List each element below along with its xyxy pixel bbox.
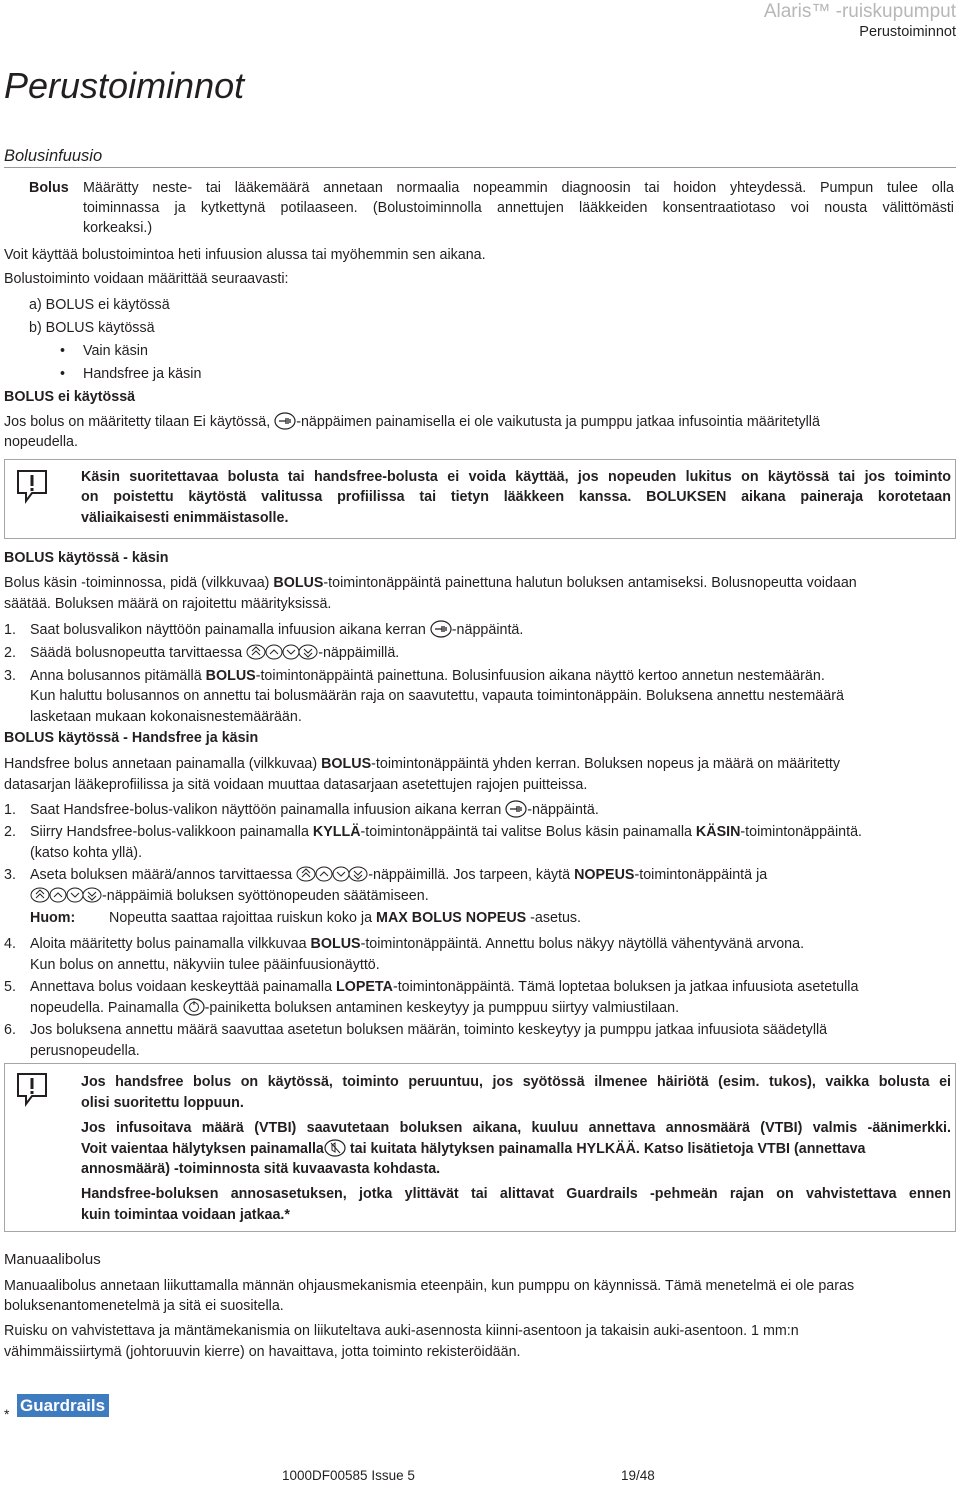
step-text — [30, 934, 952, 954]
footer-issue: 1000DF00585 Issue 5 — [282, 1468, 415, 1483]
bold-text: KÄSIN — [695, 824, 741, 840]
warning-icon — [15, 468, 49, 510]
text: tai kuitata hälytyksen painamalla HYLKÄÄ. Katso lisätietoja VTBI (annettava — [345, 1141, 866, 1157]
disabled-text-line2: nopeudella. — [4, 434, 78, 450]
step-text-line3: lasketaan mukaan kokonaisnestemäärään. — [30, 709, 302, 725]
step-number: 2. — [4, 645, 16, 661]
bold-text: MAX BOLUS NOPEUS — [376, 910, 527, 926]
bold-text: BOLUS — [321, 756, 372, 772]
text: -näppäintä. — [527, 802, 599, 818]
text: -toimintonäppäintä painettuna. Bolusinfuusion aikana näyttö kertoo annetun nestemäärän. — [255, 668, 825, 684]
step-text — [30, 977, 952, 997]
step-text-line2: perusnopeudella. — [30, 1043, 140, 1059]
text: Saat bolusvalikon näyttöön painamalla infuusion aikana kerran — [30, 622, 426, 638]
text: Siirry Handsfree-bolus-valikkoon painamalla — [30, 824, 313, 840]
step-text — [30, 666, 952, 686]
bold-text: NOPEUS — [574, 867, 635, 883]
text: Handsfree bolus annetaan painamalla (vilkkuvaa) — [4, 756, 322, 772]
manual-para — [4, 573, 952, 593]
text: -asetus. — [526, 910, 582, 926]
intro-text-1: Voit käyttää bolustoimintoa heti infuusion alussa tai myöhemmin sen aikana. — [4, 247, 486, 263]
text: -toimintonäppäintä. — [740, 824, 863, 840]
step-text — [30, 643, 952, 667]
warning-2-p2-line3: annosmäärä) -toiminnosta sitä kuvaavasta kohdasta. — [81, 1161, 441, 1177]
section-title: Bolusinfuusio — [4, 147, 103, 165]
bold-text: BOLUS — [205, 668, 256, 684]
text: Voit vaientaa hälytyksen painamalla — [81, 1141, 324, 1157]
manual-bolus-p1-line1: Manuaalibolus annetaan liikuttamalla männän ohjausmekanismia eteenpäin, kun pumppu on käynnissä. Tämä menetelmä ei ole paras — [4, 1278, 855, 1294]
warning-2-p2-line1: Jos infusoitava määrä (VTBI) saavutetaan boluksen aikana, kuuluu annettava annosmäärä (VTBI) valmis -äänimerkki. — [81, 1120, 951, 1136]
bolus-def-line2: toiminnassa ja kytkettynä potilaaseen. (Bolustoiminnolla annettujen lääkkeiden konsentraatiotaso voi nousta välittömästi — [83, 200, 954, 216]
text: Nopeutta saattaa rajoittaa ruiskun koko ja — [109, 910, 377, 926]
step-text — [30, 620, 952, 644]
text: Säädä bolusnopeutta tarvittaessa — [30, 645, 243, 661]
step-text: Jos boluksena annettu määrä saavuttaa asetetun boluksen määrän, toiminto keskeytyy ja pumppu jatkaa infuusiota säädetyllä — [30, 1022, 828, 1038]
header-product: Alaris™ -ruiskupumput — [763, 1, 956, 22]
text: -näppäintä. — [451, 622, 524, 638]
step-text-line2: (katso kohta yllä). — [30, 845, 143, 861]
warning-2-p1-line2: olisi suoritettu loppuun. — [81, 1095, 244, 1111]
disabled-text-a: Jos bolus on määritetty tilaan Ei käytössä, — [4, 414, 271, 430]
bold-text: BOLUS — [310, 936, 361, 952]
text: -näppäimiä boluksen syöttönopeuden säätämiseen. — [102, 888, 429, 904]
manual-bolus-p2-line2: vähimmäissiirtymä (johtoruuvin kierre) on havaittava, jotta toiminto rekisteröidään. — [4, 1344, 521, 1360]
handsfree-heading: BOLUS käytössä - Handsfree ja käsin — [4, 730, 259, 746]
step-text-line2: Kun bolus on annettu, näkyviin tulee pääinfuusionäyttö. — [30, 957, 380, 973]
footer-page-number: 19/48 — [621, 1468, 655, 1483]
bullet: • — [60, 343, 66, 359]
text: -painiketta boluksen antaminen keskeytyy ja pumppuu siirtyy valmiustilaan. — [204, 1000, 680, 1016]
manual-para-line2: säätää. Boluksen määrä on rajoitettu määrityksissä. — [4, 596, 332, 612]
option-a: a) BOLUS ei käytössä — [29, 297, 170, 313]
step-number: 4. — [4, 936, 16, 952]
text: -näppäimillä. — [318, 645, 400, 661]
bolus-key-icon — [430, 620, 452, 644]
handsfree-para — [4, 754, 952, 774]
bolus-key-icon — [505, 800, 527, 824]
step-number: 3. — [4, 668, 16, 684]
note-label: Huom: — [30, 910, 76, 926]
step-number: 3. — [4, 867, 16, 883]
text: Saat Handsfree-bolus-valikon näyttöön painamalla infuusion aikana kerran — [30, 802, 502, 818]
up-down-arrows-icon — [30, 886, 102, 910]
step-text-line2 — [30, 998, 952, 1022]
warning-1-line1: Käsin suoritettavaa bolusta tai handsfree-bolusta ei voida käyttää, jos nopeuden lukitus on käytössä tai jos toiminto — [81, 469, 951, 485]
sub-option-label: Handsfree ja käsin — [83, 366, 202, 382]
warning-2-p1-line1: Jos handsfree bolus on käytössä, toiminto peruuntuu, jos syötössä ilmenee häiriötä (esim. tukos), vaikka bolusta ei — [81, 1074, 951, 1090]
text: nopeudella. Painamalla — [30, 1000, 179, 1016]
bold-text: BOLUS — [273, 575, 324, 591]
step-text-line2: Kun haluttu bolusannos on annettu tai bolusmäärän raja on saavutettu, vapauta toimintonäppäin. Boluksena annettu nestemäärä — [30, 688, 844, 704]
up-down-arrows-icon — [246, 643, 318, 667]
sub-option-label: Vain käsin — [83, 343, 148, 359]
text: Aloita määritetty bolus painamalla vilkkuvaa — [30, 936, 311, 952]
bolus-term: Bolus — [29, 180, 69, 196]
step-number: 5. — [4, 979, 16, 995]
bolus-def-line3: korkeaksi.) — [83, 220, 153, 236]
bolus-def-line1: Määrätty neste- tai lääkemäärä annetaan normaalia nopeammin diagnoosin tai hoidon yhteydessä. Pumpun tulee olla — [83, 180, 954, 196]
text: -toimintonäppäintä painettuna halutun boluksen antamiseksi. Bolusnopeutta voidaan — [323, 575, 857, 591]
step-number: 6. — [4, 1022, 16, 1038]
step-text-line2 — [30, 886, 952, 910]
manual-bolus-heading: Manuaalibolus — [4, 1251, 101, 1268]
step-number: 2. — [4, 824, 16, 840]
warning-box-1 — [4, 459, 956, 539]
bullet: • — [60, 366, 66, 382]
stop-key-icon — [183, 998, 205, 1022]
warning-box-2 — [4, 1063, 956, 1232]
disabled-text-b: -näppäimen painamisella ei ole vaikutusta ja pumppu jatkaa infusointia määritetyllä — [296, 414, 820, 430]
guardrails-logo: Guardrails — [17, 1394, 109, 1417]
header-section: Perustoiminnot — [859, 24, 956, 40]
warning-icon — [15, 1071, 49, 1113]
warning-2-p3-line1: Handsfree-boluksen annosasetuksen, jotka ylittävät tai alittavat Guardrails -pehmeän rajan on vahvistettava ennen — [81, 1186, 951, 1202]
step-number: 1. — [4, 802, 16, 818]
warning-2-p3-line2: kuin toimintaa voidaan jatkaa.* — [81, 1207, 290, 1223]
manual-bolus-p1-line2: boluksenantomenetelmä ja sitä ei suositella. — [4, 1298, 284, 1314]
note-text — [109, 908, 581, 928]
option-b: b) BOLUS käytössä — [29, 320, 155, 336]
warning-1-line3: väliaikaisesti enimmäistasolle. — [81, 510, 289, 526]
text: -toimintonäppäintä tai valitse Bolus käsin painamalla — [360, 824, 696, 840]
text: Aseta boluksen määrä/annos tarvittaessa — [30, 867, 293, 883]
text: -toimintonäppäintä. Tämä loptetaa boluksen ja jatkaa infuusiota asetetulla — [392, 979, 859, 995]
step-number: 1. — [4, 622, 16, 638]
intro-text-2: Bolustoiminto voidaan määrittää seuraavasti: — [4, 271, 289, 287]
handsfree-para-line2: datasarjan lääkeprofiilissa ja sitä voidaan muuttaa datasarjaan asetettujen rajojen puitteissa. — [4, 777, 588, 793]
text: Bolus käsin -toiminnossa, pidä (vilkkuvaa) — [4, 575, 274, 591]
bold-text: KYLLÄ — [312, 824, 361, 840]
section-divider — [4, 167, 956, 168]
manual-heading: BOLUS käytössä - käsin — [4, 550, 169, 566]
bold-text: LOPETA — [336, 979, 393, 995]
step-text — [30, 822, 952, 842]
disabled-heading: BOLUS ei käytössä — [4, 389, 136, 405]
text: -toimintonäppäintä. Annettu bolus näkyy näytöllä vähentyvänä arvona. — [360, 936, 805, 952]
manual-bolus-p2-line1: Ruisku on vahvistettava ja mäntämekanismia on liikuteltava auki-asennosta kiinni-asentoon ja takaisin auki-asentoon. 1 mm:n — [4, 1323, 799, 1339]
text: -toimintonäppäintä ja — [634, 867, 768, 883]
warning-1-line2: on poistettu käytöstä valitussa profiilissa tai tietyn lääkkeen kanssa. BOLUKSEN aikana paineraja korotetaan — [81, 489, 951, 505]
text: Annettava bolus voidaan keskeyttää painamalla — [30, 979, 336, 995]
text: Anna bolusannos pitämällä — [30, 668, 206, 684]
step-text — [30, 800, 952, 824]
text: -näppäimillä. Jos tarpeen, käytä — [368, 867, 575, 883]
page-title: Perustoiminnot — [4, 65, 245, 106]
footnote-star: * — [4, 1406, 10, 1422]
text: -toimintonäppäintä yhden kerran. Boluksen nopeus ja määrä on määritetty — [371, 756, 841, 772]
